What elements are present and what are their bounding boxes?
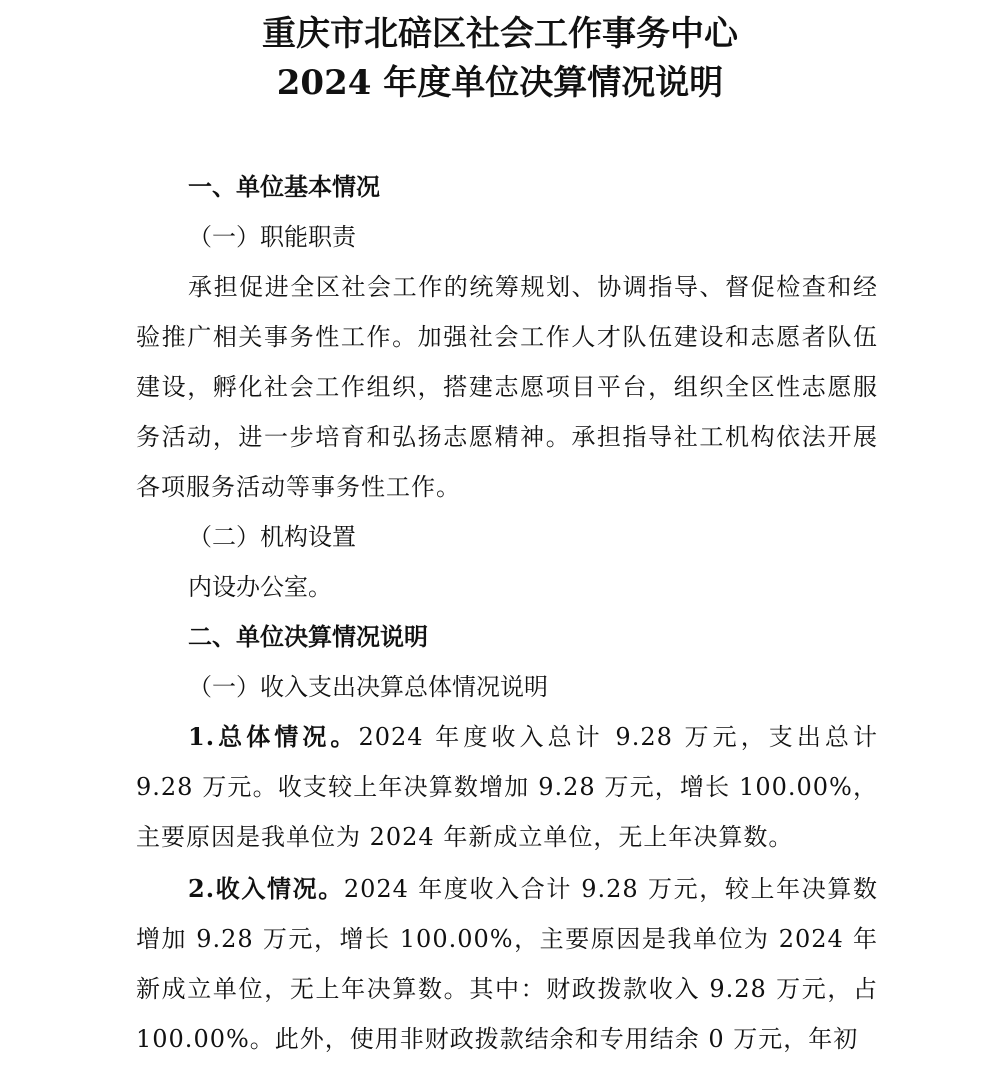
paragraph-organization: 内设办公室。 xyxy=(188,573,332,601)
subheading-income-expenditure: （一）收入支出决算总体情况说明 xyxy=(188,673,548,701)
document-title-line-1: 重庆市北碚区社会工作事务中心 xyxy=(262,14,738,54)
subheading-functions: （一）职能职责 xyxy=(188,223,356,251)
paragraph-income-body: 2024 年度收入合计 9.28 万元，较上年决算数增加 9.28 万元，增长 100.00%，主要原因是我单位为 2024 年新成立单位，无上年决算数。其中：财政拨款收入 9.28 万元，占 100.00%。此外，使用非财政拨款结余和专用结余 0 万元，年初 xyxy=(136,875,879,1053)
section-heading-basic-info: 一、单位基本情况 xyxy=(188,172,380,201)
paragraph-income-lead: 2.收入情况。 xyxy=(188,874,344,903)
document-body xyxy=(136,162,878,1064)
paragraph-functions: 承担促进全区社会工作的统筹规划、协调指导、督促检查和经验推广相关事务性工作。加强社会工作人才队伍建设和志愿者队伍建设，孵化社会工作组织，搭建志愿项目平台，组织全区性志愿服务活动，进一步培育和弘扬志愿精神。承担指导社工机构依法开展各项服务活动等事务性工作。 xyxy=(136,273,878,501)
document-title-line-2: 2024 年度单位决算情况说明 xyxy=(276,63,724,103)
paragraph-income xyxy=(136,864,878,1064)
section-heading-final-accounts: 二、单位决算情况说明 xyxy=(188,622,428,651)
paragraph-overall-lead: 1.总体情况。 xyxy=(188,722,359,751)
paragraph-overall-body: 2024 年度收入总计 9.28 万元，支出总计 9.28 万元。收支较上年决算数增加 9.28 万元，增长 100.00%，主要原因是我单位为 2024 年新成立单位，无上年决算数。 xyxy=(136,723,878,851)
paragraph-overall xyxy=(136,712,878,862)
subheading-organization: （二）机构设置 xyxy=(188,523,356,551)
